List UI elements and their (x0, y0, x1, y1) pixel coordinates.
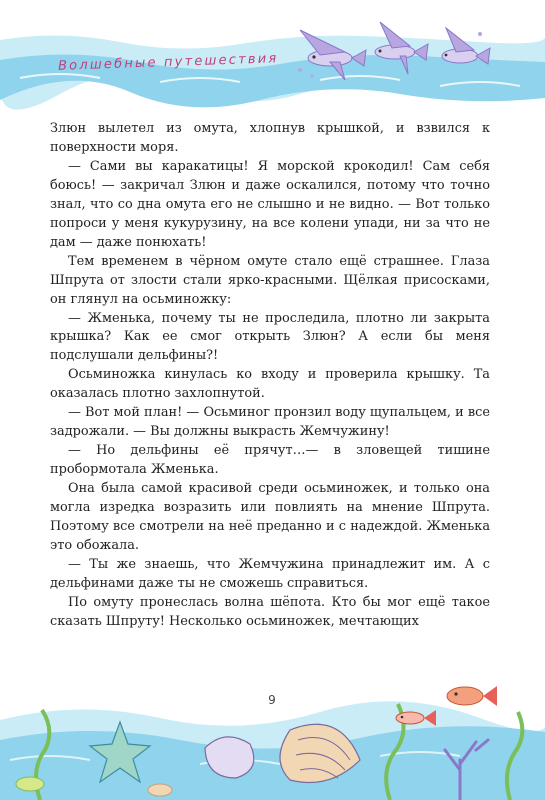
story-text (50, 120, 490, 632)
series-title: Волшебные путешествия (57, 51, 279, 74)
paragraph: Тем временем в чёрном омуте стало ещё страшнее. Глаза Шпрута от злости стали ярко-красными. Щёлкая присосками, он глянул на осьминожку: (50, 253, 490, 307)
paragraph: — Сами вы каракатицы! Я морской крокодил! Сам себя боюсь! — закричал Злюн и даже оскалился, потому что точно знал, что со дна омута его не слышно и не видно. — Вот только попроси у меня кукурузину, на все колени упади, ни за что не дам — даже понюхать! (50, 158, 490, 250)
paragraph: По омуту пронеслась волна шёпота. Кто бы мог ещё такое сказать Шпруту! Несколько осьминожек, мечтающих (50, 594, 490, 629)
page-number: 9 (268, 693, 276, 707)
paragraph: — Но дельфины её прячут…— в зловещей тишине пробормотала Жменька. (50, 443, 490, 478)
page-footer (0, 660, 545, 800)
paragraph: Осьминожка кинулась ко входу и проверила крышку. Та оказалась плотно захлопнутой. (50, 367, 490, 402)
page-header (0, 0, 545, 110)
paragraph: Она была самой красивой среди осьминожек, и только она могла изредка возразить или повлиять на мнение Шпрута. Поэтому все смотрели на неё преданно и с надеждой. Жменька это обожала. (50, 481, 490, 553)
fish-icon (447, 686, 497, 706)
paragraph: — Жменька, почему ты не проследила, плотно ли закрыта крышка? Как ее смог открыть Злюн? А если бы меня подслушали дельфины?! (50, 310, 490, 364)
footer-sea-illustration (0, 660, 545, 800)
paragraph: Злюн вылетел из омута, хлопнув крышкой, и взвился к поверхности моря. (50, 121, 490, 155)
paragraph: — Вот мой план! — Осьминог пронзил воду щупальцем, и все задрожали. — Вы должны выкрасть Жемчужину! (50, 405, 490, 440)
paragraph: — Ты же знаешь, что Жемчужина принадлежит им. А с дельфинами даже ты не сможешь справиться. (50, 556, 490, 591)
